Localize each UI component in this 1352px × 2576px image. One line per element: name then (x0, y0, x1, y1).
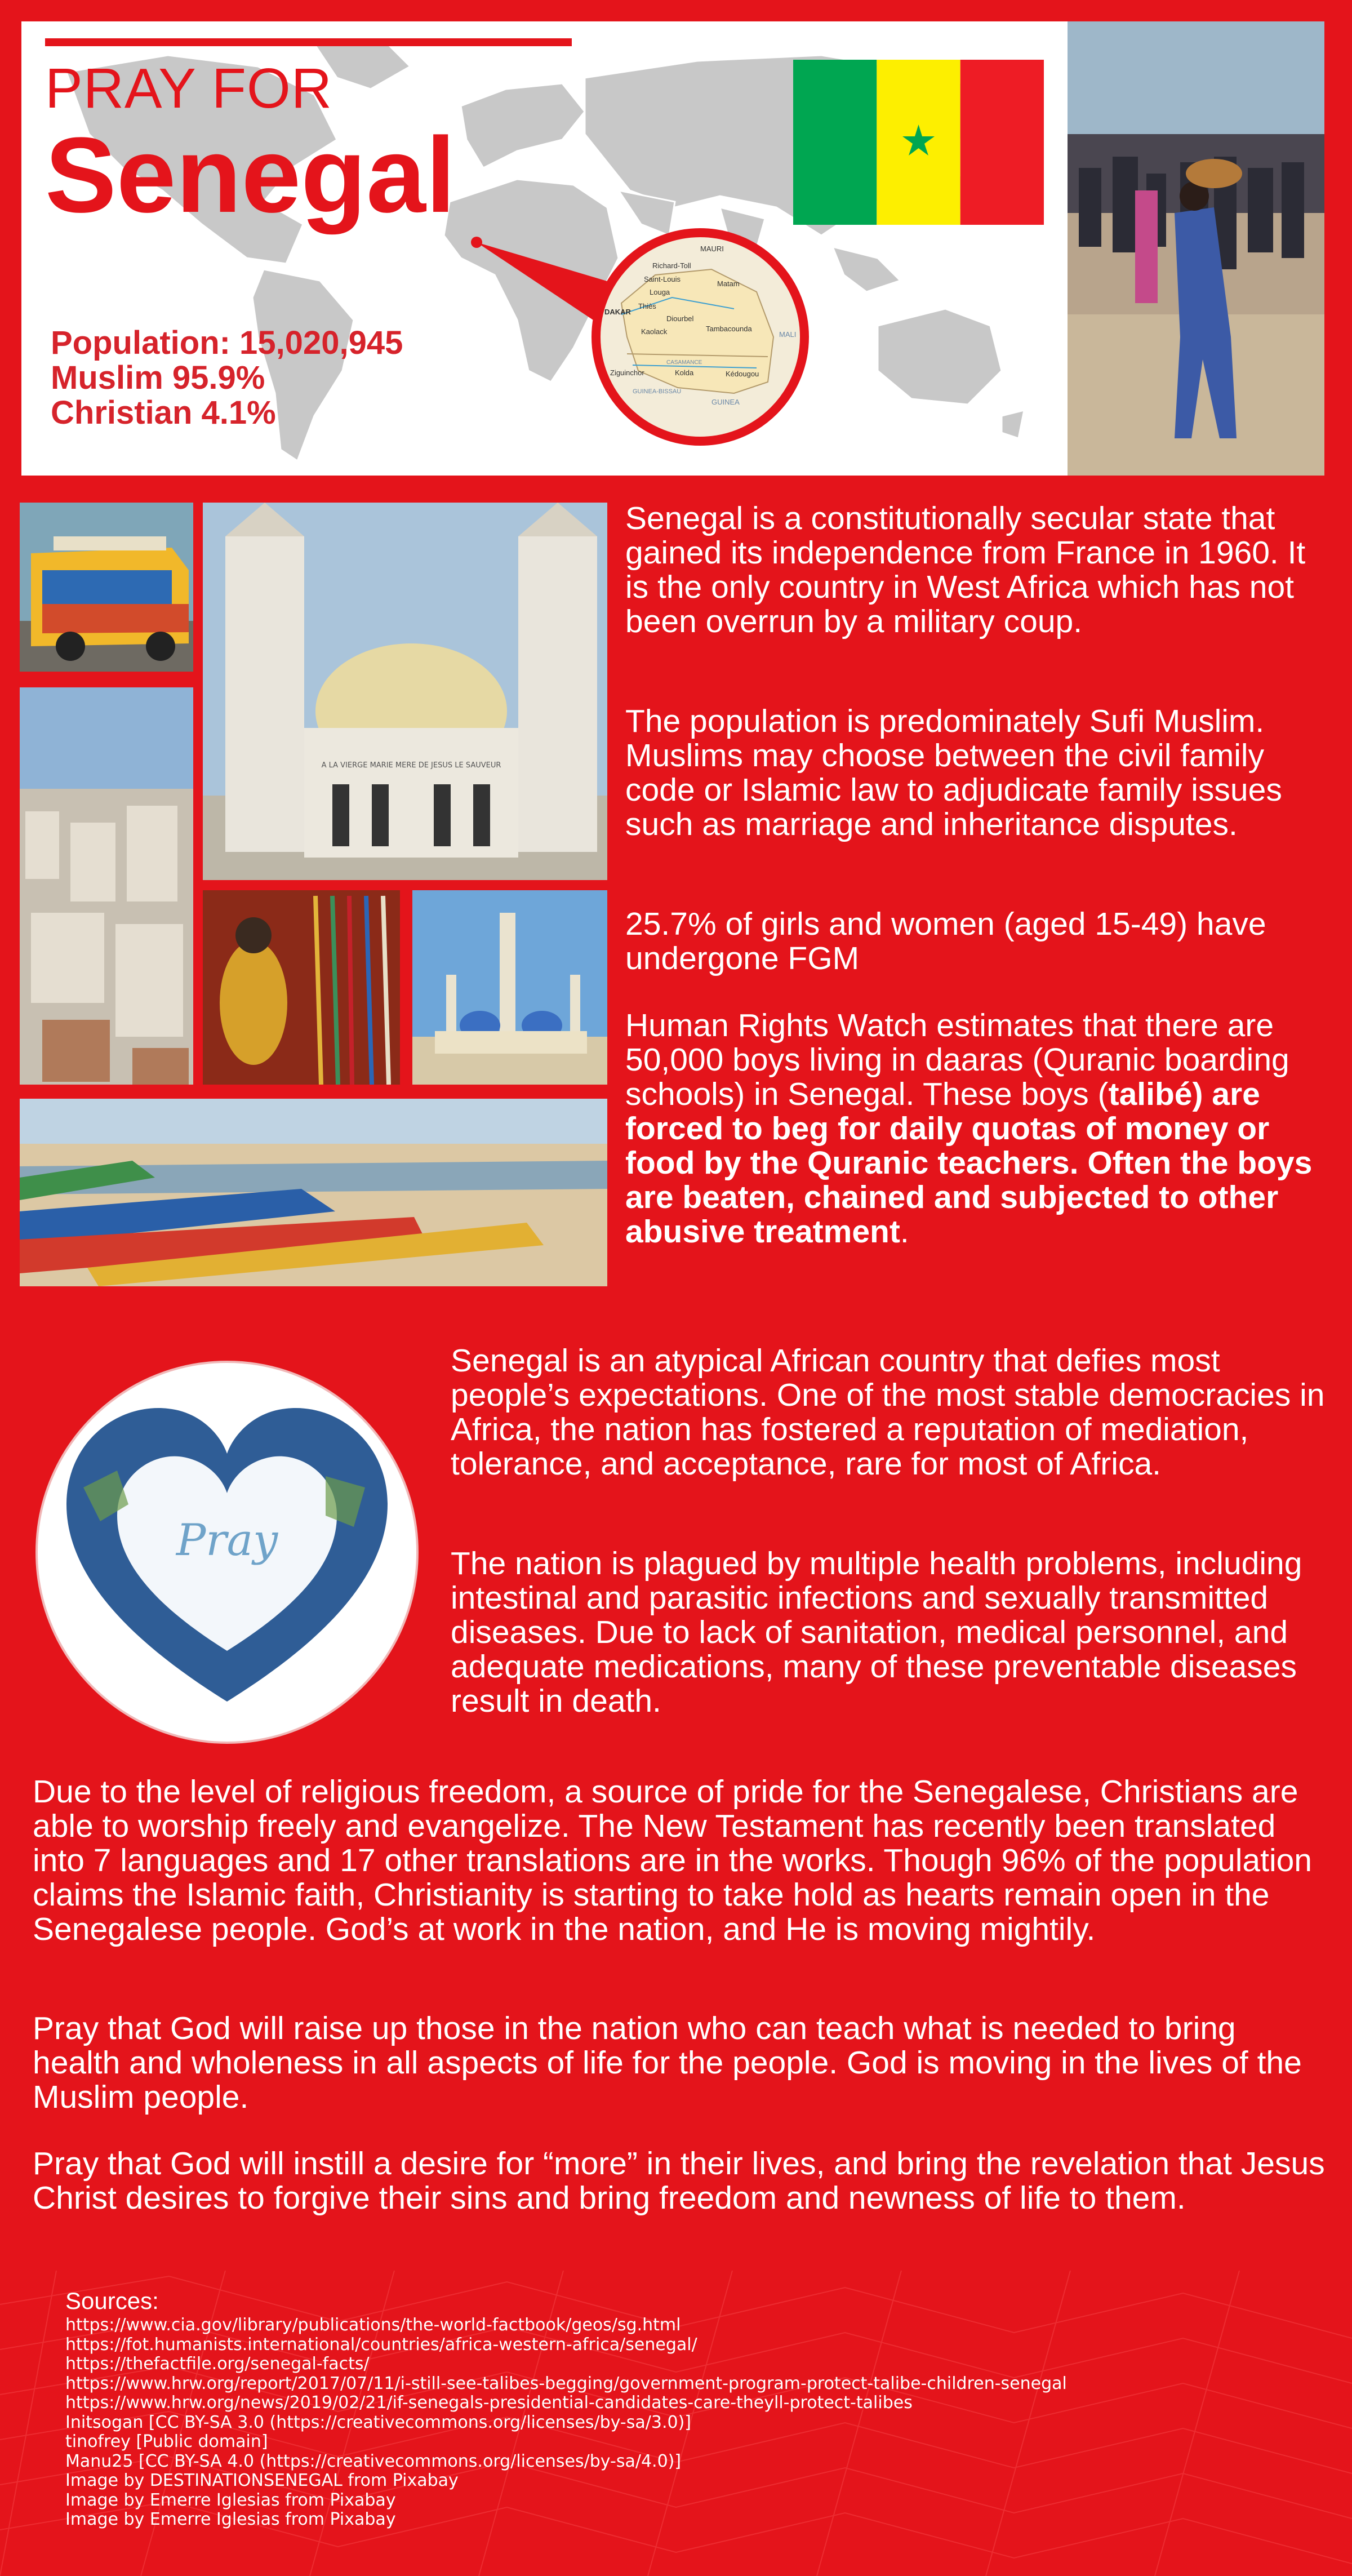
source-item: Image by Emerre Iglesias from Pixabay (65, 2510, 396, 2529)
talibe-intro: Human Rights Watch estimates that there are 50,000 boys living in daaras (Quranic boarding schools) in Senegal. These boys ( (625, 1007, 1289, 1112)
source-item: Initsogan [CC BY-SA 3.0 (https://creativecommons.org/licenses/by-sa/3.0)] (65, 2412, 691, 2432)
church-inscription: A LA VIERGE MARIE MERE DE JESUS LE SAUVEUR (321, 761, 501, 770)
title-country: Senegal (45, 116, 456, 235)
bus-photo (20, 503, 193, 672)
pray-word: Pray (176, 1515, 278, 1566)
paragraph-prayer-freedom: Pray that God will instill a desire for “more” in their lives, and bring the revelation that Jesus Christ desires to forgive their sins and bring freedom and newness of life to them. (33, 2146, 1325, 2216)
mosque-photo (412, 890, 607, 1085)
inset-label-mali: MALI (779, 330, 797, 339)
market-photo (1068, 21, 1324, 476)
muslim-stat: Muslim 95.9% (51, 359, 265, 396)
inset-label-richard-toll: Richard-Toll (652, 261, 691, 270)
inset-label-mauri: MAURI (700, 245, 724, 253)
paragraph-atypical: Senegal is an atypical African country that defies most people’s expectations. One of the most stable democracies in Africa, the nation has fostered a reputation of mediation, tolerance, and acceptance, rare for most of Africa. (451, 1343, 1325, 1482)
source-item: https://thefactfile.org/senegal-facts/ (65, 2354, 370, 2374)
inset-label-guinea: GUINEA (711, 398, 740, 406)
paragraph-fgm: 25.7% of girls and women (aged 15-49) have undergone FGM (625, 906, 1266, 976)
inset-label-tambacounda: Tambacounda (706, 325, 752, 333)
textile-photo (203, 890, 400, 1085)
inset-label-guinea-bissau: GUINEA-BISSAU (633, 388, 682, 395)
church-photo (203, 503, 607, 880)
city-photo (20, 687, 193, 1085)
header-card (21, 21, 1089, 476)
inset-label-thies: Thiès (638, 302, 656, 310)
population-stat: Population: 15,020,945 (51, 325, 403, 361)
sources-title: Sources: (65, 2288, 159, 2314)
sources-list (65, 2316, 1067, 2530)
inset-label-casamance: CASAMANCE (666, 359, 702, 366)
source-item: Image by Emerre Iglesias from Pixabay (65, 2490, 396, 2510)
boats-photo (20, 1099, 607, 1286)
talibe-emphasis: talibé) are forced to beg for daily quotas of money or food by the Quranic teachers. Often the boys are beaten, chained and subjected to other abusive treatment (625, 1076, 1313, 1250)
inset-label-dakar: DAKAR (604, 308, 631, 316)
christian-stat: Christian 4.1% (51, 394, 276, 431)
paragraph-prayer-health: Pray that God will raise up those in the nation who can teach what is needed to bring health and wholeness in all aspects of life for the people. God is moving in the lives of the Muslim people. (33, 2010, 1302, 2115)
inset-label-matam: Matam (717, 279, 740, 288)
source-item: tinofrey [Public domain] (65, 2432, 268, 2451)
paragraph-independence: Senegal is a constitutionally secular state that gained its independence from France in 1960. It is the only country in West Africa which has not been overrun by a military coup. (625, 500, 1306, 639)
source-item: Manu25 [CC BY-SA 4.0 (https://creativecommons.org/licenses/by-sa/4.0)] (65, 2451, 682, 2471)
inset-label-kedougou: Kédougou (726, 370, 759, 378)
title-pray-for: PRAY FOR (45, 57, 332, 120)
paragraph-religious-freedom: Due to the level of religious freedom, a source of pride for the Senegalese, Christians are able to worship freely and evangelize. The New Testament has recently been translated into 7 languages and 17 other translations are in the works. Though 96% of the population claims the Islamic faith, Christianity is starting to take hold as hearts remain open in the Senegalese people. God’s at work in the nation, and He is moving mightily. (33, 1774, 1313, 1947)
inset-label-saint-louis: Saint-Louis (644, 275, 681, 283)
source-item: https://www.hrw.org/news/2019/02/21/if-senegals-presidential-candidates-care-theyll-protect-talibes (65, 2393, 913, 2413)
inset-label-kaolack: Kaolack (641, 327, 668, 336)
talibe-end: . (900, 1214, 909, 1250)
pray-heart-image (33, 1358, 421, 1747)
inset-label-ziguinchor: Ziguinchor (610, 368, 644, 377)
source-item: https://www.cia.gov/library/publications/the-world-factbook/geos/sg.html (65, 2315, 681, 2335)
source-item: https://www.hrw.org/report/2017/07/11/i-still-see-talibes-begging/government-program-protect-talibe-children-senegal (65, 2373, 1067, 2393)
inset-label-louga: Louga (650, 288, 670, 296)
paragraph-sufi-muslim: The population is predominately Sufi Muslim. Muslims may choose between the civil family code or Islamic law to adjudicate family issues such as marriage and inheritance disputes. (625, 703, 1282, 842)
source-item: https://fot.humanists.international/countries/africa-western-africa/senegal/ (65, 2334, 697, 2355)
source-item: Image by DESTINATIONSENEGAL from Pixabay (65, 2471, 459, 2490)
country-stats (51, 326, 403, 430)
paragraph-talibe (625, 1009, 1329, 1249)
senegal-inset-map (588, 224, 813, 450)
paragraph-health: The nation is plagued by multiple health problems, including intestinal and parasitic infections and sexually transmitted diseases. Due to lack of sanitation, medical personnel, and adequate medications, many of these preventable diseases result in death. (451, 1545, 1302, 1719)
title-underline (45, 38, 572, 46)
inset-label-kolda: Kolda (675, 368, 694, 377)
senegal-flag (793, 60, 1044, 225)
inset-label-diourbel: Diourbel (666, 314, 694, 323)
